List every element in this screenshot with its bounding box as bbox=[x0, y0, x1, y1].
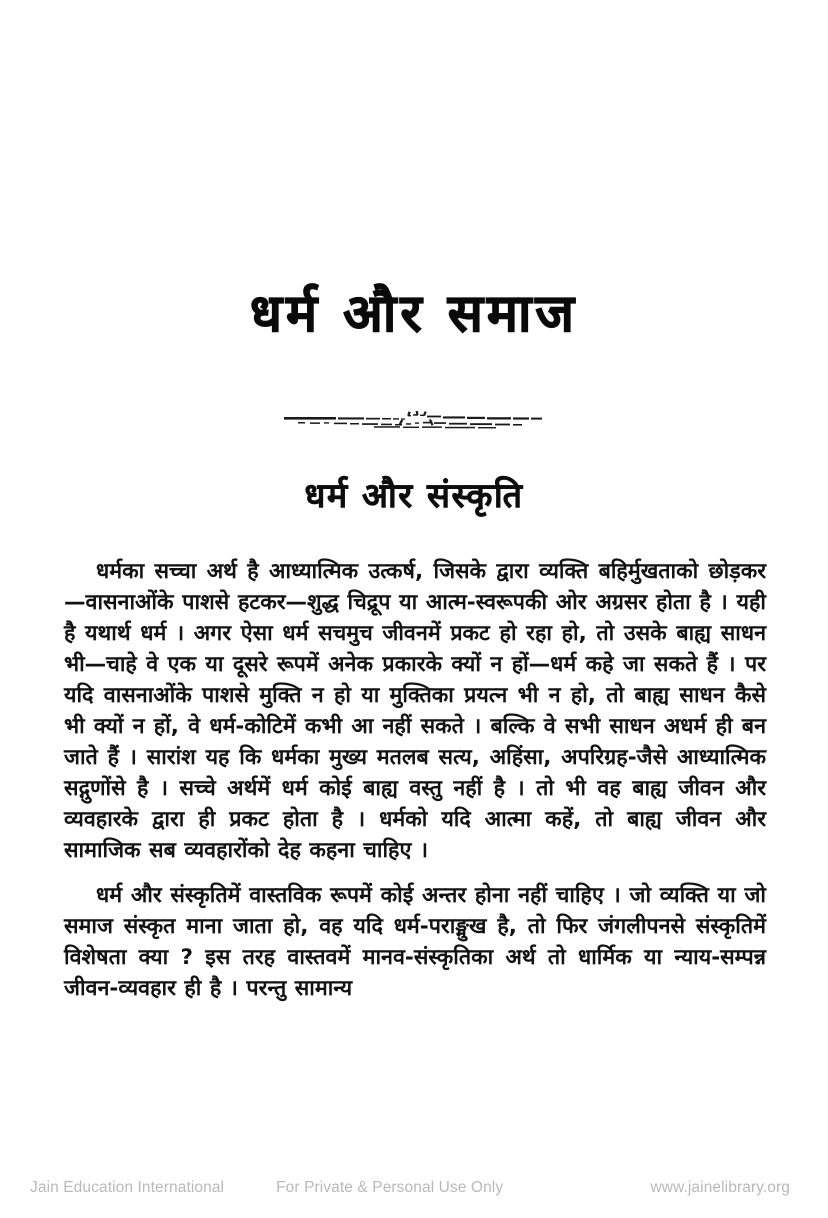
paragraph-1 bbox=[64, 556, 766, 866]
footer-organization: Jain Education International bbox=[30, 1179, 225, 1196]
paragraph-1-text: धर्मका सच्चा अर्थ है आध्यात्मिक उत्कर्ष, जिसके द्वारा व्यक्ति बहिर्मुखताको छोड़कर—वासनाओंके पाशसे हटकर—शुद्ध चिद्रूप या आत्म-स्वरूपकी ओर अग्रसर होता है । यही है यथार्थ धर्म । अगर ऐसा धर्म सचमुच जीवनमें प्रकट हो रहा हो, तो उसके बाह्य साधन भी—चाहे वे एक या दूसरे रूपमें अनेक प्रकारके क्यों न हों—धर्म कहे जा सकते हैं । पर यदि वासनाओंके पाशसे मुक्ति न हो या मुक्तिका प्रयत्न भी न हो, तो बाह्य साधन कैसे भी क्यों न हों, वे धर्म-कोटिमें कभी आ नहीं सकते । बल्कि वे सभी साधन अधर्म ही बन जाते हैं । सारांश यह कि धर्मका मुख्य मतलब सत्य, अहिंसा, अपरिग्रह-जैसे आध्यात्मिक सद्गुणोंसे है । सच्चे अर्थमें धर्म कोई बाह्य वस्तु नहीं है । तो भी वह बाह्य जीवन और व्यवहारके द्वारा ही प्रकट होता है । धर्मको यदि आत्मा कहें, तो बाह्य जीवन और सामाजिक सब व्यवहारोंको देह कहना चाहिए । bbox=[64, 559, 766, 863]
paragraph-2 bbox=[64, 880, 766, 1004]
section-title: धर्म और संस्कृति bbox=[304, 476, 524, 516]
body-text bbox=[64, 556, 766, 1004]
section-title-block bbox=[0, 478, 828, 515]
paragraph-2-text: धर्म और संस्कृतिमें वास्तविक रूपमें कोई अन्तर होना नहीं चाहिए । जो व्यक्ति या जो समाज संस्कृत माना जाता हो, वह यदि धर्म-पराङ्मुख है, तो फिर जंगलीपनसे संस्कृतिमें विशेषता क्या ? इस तरह वास्तवमें मानव-संस्कृतिका अर्थ तो धार्मिक या न्याय-सम्पन्न जीवन-व्यवहार ही है । परन्तु सामान्य bbox=[64, 883, 766, 1001]
page-title: धर्म और समाज bbox=[249, 284, 579, 344]
decorative-rule bbox=[0, 404, 828, 438]
footer-website-url[interactable]: www.jainelibrary.org bbox=[650, 1179, 790, 1196]
book-title-block bbox=[0, 286, 828, 342]
page-footer bbox=[30, 1176, 790, 1200]
footer-usage-notice: For Private & Personal Use Only bbox=[276, 1179, 504, 1196]
